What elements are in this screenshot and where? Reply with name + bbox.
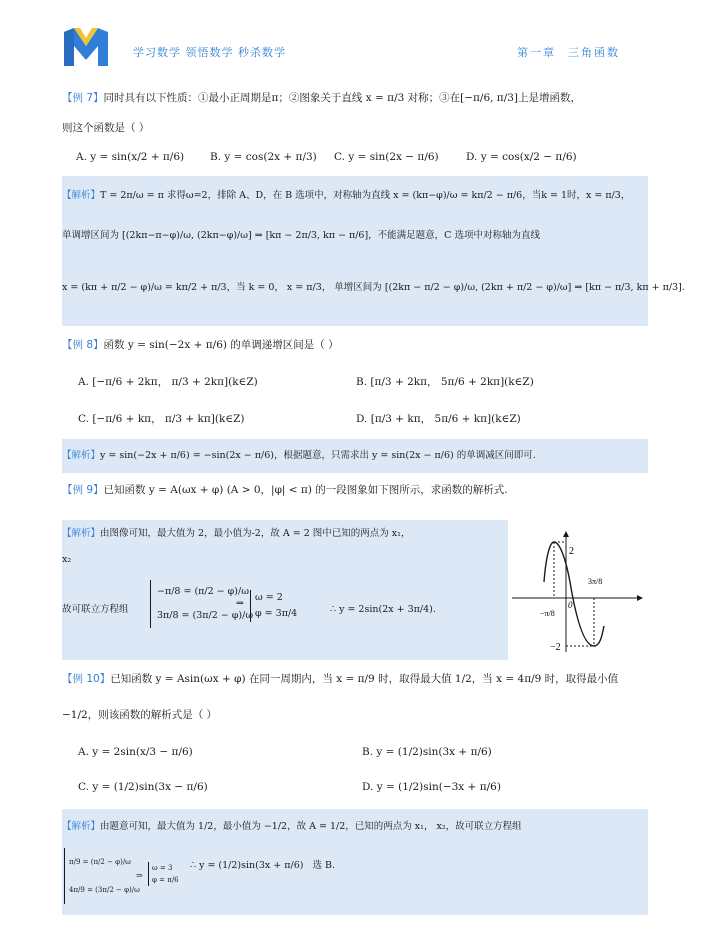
ex10-option-a: A. y = 2sin(x/3 − π/6) (78, 746, 193, 758)
graph-x1-label: −π/8 (540, 609, 555, 618)
ex7-a1: T = 2π/ω = π 求得ω=2，排除 A、D，在 B 选项中，对称轴为直线 x = (kπ−φ)/ω = kπ/2 − π/6，当k = 1时，x = π/3， (100, 190, 631, 201)
ex10-res1: ω = 3 (152, 864, 173, 872)
ex10-res2: φ = π/6 (152, 876, 179, 884)
ex9-sys1: −π/8 = (π/2 − φ)/ω (157, 586, 249, 597)
ex8-analysis: y = sin(−2x + π/6) = −sin(2x − π/6)，根据题意，只需求出 y = sin(2x − π/6) 的单调减区间即可. (100, 450, 536, 461)
ex10-option-b: B. y = (1/2)sin(3x + π/6) (362, 746, 492, 758)
ex7-option-a: A. y = sin(x/2 + π/6) (76, 151, 185, 163)
ex8-label: 【例 8】 (62, 339, 104, 351)
ex10-arrow: ⇒ (136, 871, 143, 880)
ex8-option-b: B. [π/3 + 2kπ， 5π/6 + 2kπ](k∈Z) (356, 376, 534, 388)
ex9-conclusion: ∴ y = 2sin(2x + 3π/4). (330, 604, 436, 615)
ex10-q2: −1/2，则该函数的解析式是（ ） (62, 709, 218, 721)
ex10-label: 【例 10】 (62, 673, 111, 685)
ex8-question: 函数 y = sin(−2x + π/6) 的单调递增区间是（ ） (103, 339, 339, 351)
ex10-answer: 选 B. (312, 860, 336, 871)
ex7-label: 【例 7】 (62, 92, 104, 104)
ex9-sys2: 3π/8 = (3π/2 − φ)/ω (157, 610, 254, 621)
ex9-result (250, 590, 297, 622)
ex9-question-line (62, 482, 508, 498)
ex8-analysis-line (62, 448, 536, 464)
graph-x2-label: 3π/8 (588, 577, 603, 586)
ex8-option-c: C. [−π/6 + kπ， π/3 + kπ](k∈Z) (78, 413, 245, 425)
chapter-number: 第一章 (517, 46, 556, 59)
ex7-option-c: C. y = sin(2x − π/6) (334, 151, 439, 163)
ex7-q1: 同时具有以下性质：①最小正周期是π；②图象关于直线 x = π/3 对称；③在[−π/6, π/3]上是增函数， (103, 92, 582, 104)
ex9-a1: 由图像可知，最大值为 2，最小值为-2，故 A = 2 图中已知的两点为 x₁， (100, 528, 411, 539)
ex10-q1: 已知函数 y = Asin(ωx + φ) 在同一周期内，当 x = π/9 时，取得最大值 1/2，当 x = 4π/9 时，取得最小值 (110, 673, 619, 685)
ex9-analysis-line1 (62, 526, 410, 542)
graph-origin-label: 0 (568, 600, 573, 610)
ex7-a2: 单调增区间为 [(2kπ−π−φ)/ω, (2kπ−φ)/ω] ⇒ [kπ − 2π/3, kπ − π/6]，不能满足题意，C 选项中对称轴为直线 (62, 230, 540, 241)
brand-logo-icon (62, 26, 110, 70)
page-header (0, 0, 705, 80)
ex10-conclusion-line (190, 858, 335, 874)
header-chapter (517, 44, 632, 60)
ex9-label: 【例 9】 (62, 484, 104, 496)
ex7-option-d: D. y = cos(x/2 − π/6) (466, 151, 577, 163)
ex8-question-line (62, 337, 339, 353)
ex10-sys2: 4π/9 = (3π/2 − φ)/ω (69, 886, 140, 894)
ex9-res2: φ = 3π/4 (255, 608, 298, 619)
ex8-option-a: A. [−π/6 + 2kπ， π/3 + 2kπ](k∈Z) (78, 376, 258, 388)
ex9-analysis-label: 【解析】 (62, 528, 101, 539)
ex10-conclusion: ∴ y = (1/2)sin(3x + π/6) (190, 860, 304, 871)
ex10-a1: 由题意可知，最大值为 1/2，最小值为 −1/2，故 A = 1/2，已知的两点为 x₁， x₂，故可联立方程组 (100, 821, 522, 832)
ex8-option-d: D. [π/3 + kπ， 5π/6 + kπ](k∈Z) (356, 413, 521, 425)
ex10-option-c: C. y = (1/2)sin(3x − π/6) (78, 781, 208, 793)
header-slogan: 学习数学 领悟数学 秒杀数学 (133, 46, 286, 59)
chapter-title: 三角函数 (568, 46, 620, 59)
ex9-question: 已知函数 y = A(ωx + φ) (A > 0，|φ| < π) 的一段图象如下图所示，求函数的解析式. (103, 484, 508, 496)
ex10-system (64, 848, 140, 904)
ex8-analysis-label: 【解析】 (62, 450, 101, 461)
ex7-a3: x = (kπ + π/2 − φ)/ω = kπ/2 + π/3，当 k = 0， x = π/3， 单增区间为 [(2kπ − π/2 − φ)/ω, (2kπ + π/2 − φ)/ω] ⇒ [kπ − π/3, kπ + π/3]. (62, 282, 685, 293)
ex10-option-d: D. y = (1/2)sin(−3x + π/6) (362, 781, 501, 793)
ex7-question-line1 (62, 90, 581, 106)
ex7-analysis-label: 【解析】 (62, 190, 101, 201)
ex9-res1: ω = 2 (255, 592, 283, 603)
ex10-sys1: π/9 = (π/2 − φ)/ω (69, 858, 131, 866)
graph-min-label: −2 (550, 642, 561, 653)
ex9-arrow: ⇒ (236, 598, 244, 609)
ex9-a2: x₂ (62, 554, 72, 565)
ex9-sine-graph (508, 526, 648, 656)
ex7-q2: 则这个函数是（ ） (62, 122, 150, 134)
sine-curve (544, 542, 604, 646)
ex9-a3: 故可联立方程组 (62, 604, 129, 615)
ex10-analysis-label: 【解析】 (62, 821, 101, 832)
ex10-question-line1 (62, 671, 618, 687)
ex7-option-b: B. y = cos(2x + π/3) (210, 151, 317, 163)
ex10-result (148, 862, 179, 886)
graph-max-label: 2 (569, 546, 574, 557)
ex7-analysis-line1 (62, 188, 630, 204)
ex10-analysis-line1 (62, 819, 522, 835)
